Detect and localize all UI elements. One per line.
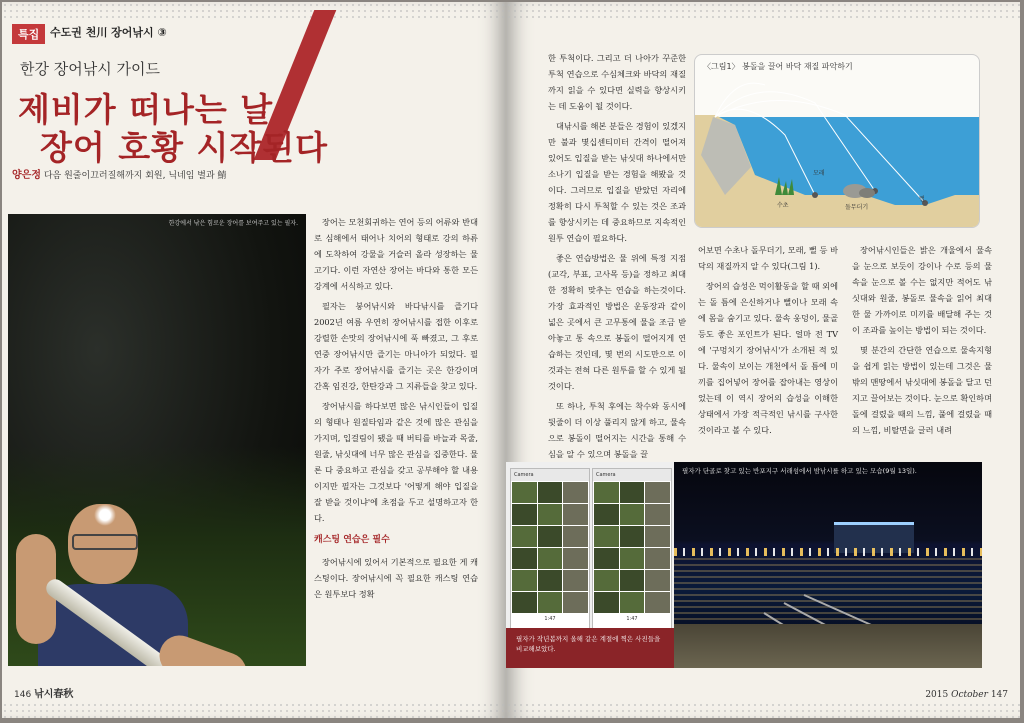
rock-pile [859, 188, 875, 198]
city-lights [674, 548, 982, 556]
photo-grid [593, 481, 671, 614]
night-photo-caption: 필자가 단골로 찾고 있는 반포지구 서래섬에서 밤낚시를 하고 있는 모습(9월 13일). [682, 467, 917, 475]
right-page [506, 2, 1020, 718]
night-river-photo [674, 462, 982, 668]
sinker-diagram [694, 54, 980, 228]
rocky-shore [674, 624, 982, 668]
water-reflection [674, 558, 982, 628]
angler-eel-photo [8, 214, 306, 666]
author-info: 다음 원줄이끄러질해까지 회원, 닉네임 별과 鯖 [43, 171, 227, 181]
article-subtitle: 한강 장어낚시 가이드 [20, 60, 160, 78]
phone-screen-b [592, 468, 672, 630]
paragraph: 한 투척이다. 그리고 더 나아가 꾸준한 투척 연습으로 수심체크와 바닥의 재질까지 읽을 수 있다면 실력을 향상시키는 데 도움이 될 것이다. [548, 53, 686, 111]
paragraph: 몇 분간의 간단한 연습으로 물속지형을 쉽게 읽는 방법이 있는데 그것은 물 밖의 맨땅에서 낚싯대에 봉돌을 달고 던지고 끌어보는 것이다. 눈으로 확인하며 돌에 걸렸을 때의 느낌, 풀에 걸렸을 때의 느낌, 비탈면을 글러 내려 [852, 345, 992, 435]
author-name: 양은정 [12, 170, 41, 181]
right-body-column-2 [698, 242, 838, 442]
bottom-dot-pattern [2, 702, 506, 718]
magazine-name: 낚시春秋 [34, 689, 74, 700]
folio-year: 2015 [925, 690, 949, 700]
diagram-graphic [695, 55, 979, 227]
photo-glasses [72, 534, 138, 550]
sinker-marker [812, 192, 818, 198]
top-dot-pattern [2, 2, 506, 18]
page-number: 146 [14, 690, 32, 700]
label-sand: 모래 [813, 170, 825, 177]
phone-bar: Camera [511, 469, 589, 481]
paragraph: 대낚시를 해본 분들은 경험이 있겠지만 불과 몇십센티미터 간격이 떨어져 있어도 입질을 받는 낚싯대 하나에서만 소나기 입질을 받는 경험을 해봤을 것이다. 그러므로 입질을 받았던 자리에 정확히 다시 투척할 수 있는 것은 조과를 향상시키는 데 중요하므로 지속적인 원투 연습이 필요하다. [548, 121, 686, 243]
right-body-column-3 [852, 242, 992, 442]
paragraph: 또 하나, 투척 후에는 착수와 동시에 뒷줄이 더 이상 풀리지 않게 하고, 물속으로 봉돌이 떨어지는 시간을 통해 수심을 알 수 있으며 봉돌을 끌 [548, 401, 686, 459]
article-title-line1: 제비가 떠나는 날 [18, 90, 274, 129]
section-name: 수도권 천川 장어낚시 ③ [50, 26, 167, 39]
top-dot-pattern [506, 2, 1020, 18]
phone-time: 1:47 [544, 616, 556, 622]
paragraph: 장어낚시에 있어서 기본적으로 필요한 게 캐스팅이다. 장어낚시에 꼭 필요한 캐스팅 연습은 원투보다 정확 [314, 557, 478, 599]
paragraph: 장어의 습성은 먹이활동을 할 때 외에는 돌 틈에 은신하거나 뻘이나 모래 속에 몸을 숨기고 있다. 물속 웅덩이, 물골 등도 좋은 포인트가 된다. 얼마 전 TV에 '구멍치기 장어낚시'가 소개된 적 있다. 물속이 보이는 개천에서 돌 틈에 미끼를 집어넣어 장어를 잡아내는 영상이었는데 이 역시 장어의 습성을 이해한 상태에서 가장 적극적인 낚시를 구사한 것이라고 볼 수 있다. [698, 281, 838, 435]
paragraph: 좋은 연습방법은 물 위에 특정 지점(교각, 부표, 고사목 등)을 정하고 최대한 정확히 맞추는 연습을 하는것이다. 가장 효과적인 방법은 운동장과 같이 넓은 곳에서 큰 고무통에 물을 조금 받아놓고 통 속으로 봉돌이 떨어지게 연습하는 것인데, 몇 번의 시도만으로 이것과는 전혀 다른 원투를 할 수 있게 될 것이다. [548, 253, 686, 391]
label-weed: 수초 [777, 202, 789, 209]
left-page [2, 2, 506, 718]
paragraph: 장어낚시를 하다보면 많은 낚시인들이 입질의 형태나 원질타임과 같은 것에 많은 관심을 가지며, 입걸림이 됐을 때 버티를 바늘과 목줄, 원줄, 낚싯대에 너무 많은 관심을 집중한다. 물론 다 중요하고 관심을 갖고 공부해야 할 내용이지만 필자는 그것보다 '어떻게 해야 입질을 잘 받을 것이냐'에 초점을 두고 설명하고자 한다. [314, 401, 478, 523]
label-rocks: 돌무더기 [845, 204, 869, 211]
diagram-title: 〈그림1〉 봉돌을 끌어 바닥 재질 파악하기 [703, 62, 853, 71]
phone-time: 1:47 [626, 616, 638, 622]
section-heading: 캐스팅 연습은 필수 [314, 535, 390, 545]
section-tag: 특집 [12, 24, 45, 44]
paragraph: 장어는 모천회귀하는 연어 등의 어류와 반대로 심해에서 태어나 치어의 형태로 강의 하류에 도착하여 강물을 거슬러 올라 성장하는 물고기다. 이런 자연산 장어는 바다와 통한 모든 강계에 서식하고 있다. [314, 217, 478, 291]
page-folio-left [14, 685, 73, 700]
folio-month: October [951, 690, 988, 700]
paragraph: 장어낚시인들은 밝은 개울에서 물속을 눈으로 보듯이 강이나 수로 등의 물속을 눈으로 볼 수는 없지만 적어도 낚싯대와 원줄, 봉돌로 물속을 읽어 최대한 물 가까이로 미끼를 배달해 주는 것이 조과를 높이는 방법이 되는 것이다. [852, 245, 992, 335]
bottom-dot-pattern [506, 702, 1020, 718]
paragraph: 어보면 수초나 돌무더기, 모래, 뻘 등 바닥의 재질까지 알 수 있다(그림 1). [698, 245, 838, 271]
cast-line [715, 83, 765, 117]
label-mud: 뻘 [919, 196, 925, 203]
right-body-column-1 [548, 50, 686, 466]
left-body-column [314, 214, 478, 606]
page-number: 147 [990, 690, 1008, 700]
page-folio-right [925, 690, 1008, 700]
phone-screen-a [510, 468, 590, 630]
photo-caption: 한강에서 낚은 힘로운 장어를 보여주고 있는 필자. [168, 220, 298, 227]
paragraph: 필자는 붕어낚시와 바다낚시를 즐기다 2002년 여름 우연히 장어낚시를 접한 이후로 강렬한 손맛의 장어낚시에 푹 빠졌고, 그 후로 연중 장어낚시만 즐기는 마니아가 되었다. 필자가 주로 장어낚시를 즐기는 곳은 한강이며 간혹 임진강, 한탄강과 그 지류들을 찾고 있다. [314, 301, 478, 391]
phone-screenshots [506, 462, 674, 668]
photo-grid [511, 481, 589, 614]
phone-bar: Camera [593, 469, 671, 481]
byline [12, 166, 227, 181]
headlamp-glow [94, 504, 116, 526]
phone-caption: 필자가 작년봄까지 올해 같은 계절에 찍은 사진들을 비교해보았다. [506, 628, 674, 668]
article-title-line2: 장어 호황 시작된다 [40, 128, 329, 167]
